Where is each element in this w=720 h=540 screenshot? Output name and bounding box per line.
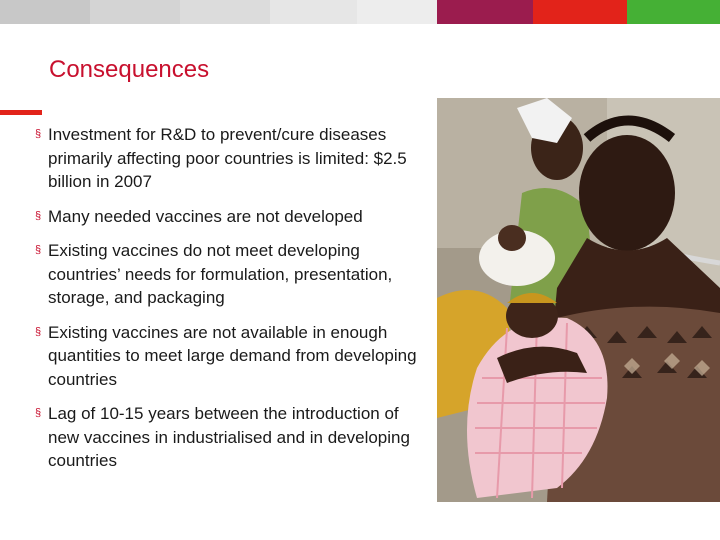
bullet-marker: § xyxy=(35,209,42,222)
top-bar-segment xyxy=(533,0,627,24)
bullet-marker: § xyxy=(35,244,42,256)
bullet-text: Existing vaccines are not available in enough quantities to meet large demand from developing countries xyxy=(48,322,417,389)
bullet-item xyxy=(35,123,430,194)
top-bar-segment xyxy=(0,0,90,24)
top-bar-segment xyxy=(357,0,437,24)
top-bar-segment xyxy=(90,0,180,24)
slide-title: Consequences xyxy=(49,56,210,83)
top-bar-segment xyxy=(627,0,720,24)
bullet-list xyxy=(35,123,430,484)
bullet-item xyxy=(35,321,430,392)
bullet-item xyxy=(35,402,430,473)
top-bar-segment xyxy=(270,0,357,24)
top-bar-segment xyxy=(437,0,533,24)
title-accent-rule xyxy=(0,110,42,115)
bullet-text: Existing vaccines do not meet developing countries’ needs for formulation, presentation, storage, and packaging xyxy=(48,241,393,307)
bullet-text: Lag of 10-15 years between the introduction of new vaccines in industrialised and in developing countries xyxy=(48,404,410,470)
mother-with-newborn-photo xyxy=(437,98,720,502)
bullet-marker: § xyxy=(35,407,42,419)
bullet-text: Many needed vaccines are not developed xyxy=(48,206,363,226)
top-color-bar xyxy=(0,0,720,24)
bullet-item xyxy=(35,239,430,310)
bullet-text: Investment for R&D to prevent/cure diseases primarily affecting poor countries is limited: $2.5 billion in 2007 xyxy=(48,125,407,191)
bullet-item xyxy=(35,205,430,229)
bullet-marker: § xyxy=(35,325,42,338)
top-bar-segment xyxy=(180,0,270,24)
bullet-marker: § xyxy=(35,128,42,140)
